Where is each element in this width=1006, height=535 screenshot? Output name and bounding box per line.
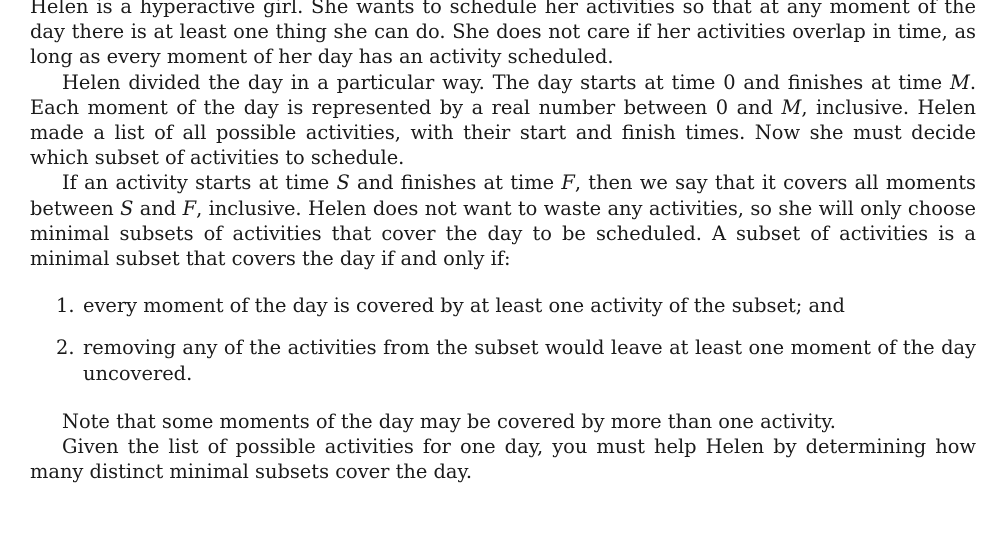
list-number: 1. bbox=[56, 294, 75, 318]
text-span: and bbox=[133, 196, 183, 220]
list-item bbox=[30, 293, 976, 318]
intro-paragraph: Helen is a hyperactive girl. She wants to schedule her activities so that at any moment of the day there is at least one thing she can do. She does not care if her activities overlap in time, as long as every moment of her day has an activity scheduled. bbox=[30, 0, 976, 69]
text-span: , inclusive. Helen made a list of all possible activities, with their start and finish times. Now she must decide which subset of activities to schedule. bbox=[30, 95, 976, 170]
list-item-text: removing any of the activities from the subset would leave at least one moment of the day uncovered. bbox=[83, 336, 976, 385]
math-variable: F bbox=[182, 196, 197, 220]
list-number: 2. bbox=[56, 336, 75, 360]
list-item bbox=[30, 335, 976, 385]
list-item-text: every moment of the day is covered by at least one activity of the subset; and bbox=[83, 294, 845, 318]
day-definition-paragraph bbox=[30, 70, 976, 171]
text-span: , inclusive. Helen does not want to waste any activities, so she will only choose minimal subsets of activities that cover the day to be scheduled. A subset of activities is a minimal subset that covers the day if and only if: bbox=[30, 196, 976, 271]
conditions-list bbox=[30, 293, 976, 386]
text-span: . Each moment of the day is represented by a real number between 0 and bbox=[30, 70, 976, 119]
overlap-note-paragraph: Note that some moments of the day may be covered by more than one activity. bbox=[62, 409, 836, 433]
math-variable: M bbox=[949, 70, 970, 94]
coverage-definition-paragraph bbox=[30, 170, 976, 271]
math-variable: F bbox=[561, 171, 575, 195]
text-span: Helen divided the day in a particular way. The day starts at time 0 and finishes at time bbox=[62, 70, 950, 94]
math-variable: S bbox=[120, 196, 134, 220]
task-paragraph: Given the list of possible activities for one day, you must help Helen by determining how many distinct minimal subsets cover the day. bbox=[30, 435, 976, 484]
text-span: and finishes at time bbox=[349, 171, 562, 195]
problem-statement bbox=[30, 0, 976, 484]
math-variable: S bbox=[336, 171, 350, 195]
math-variable: M bbox=[781, 95, 802, 119]
text-span: If an activity starts at time bbox=[62, 171, 337, 195]
text-span: , then we say that it covers all moments between bbox=[30, 171, 977, 220]
